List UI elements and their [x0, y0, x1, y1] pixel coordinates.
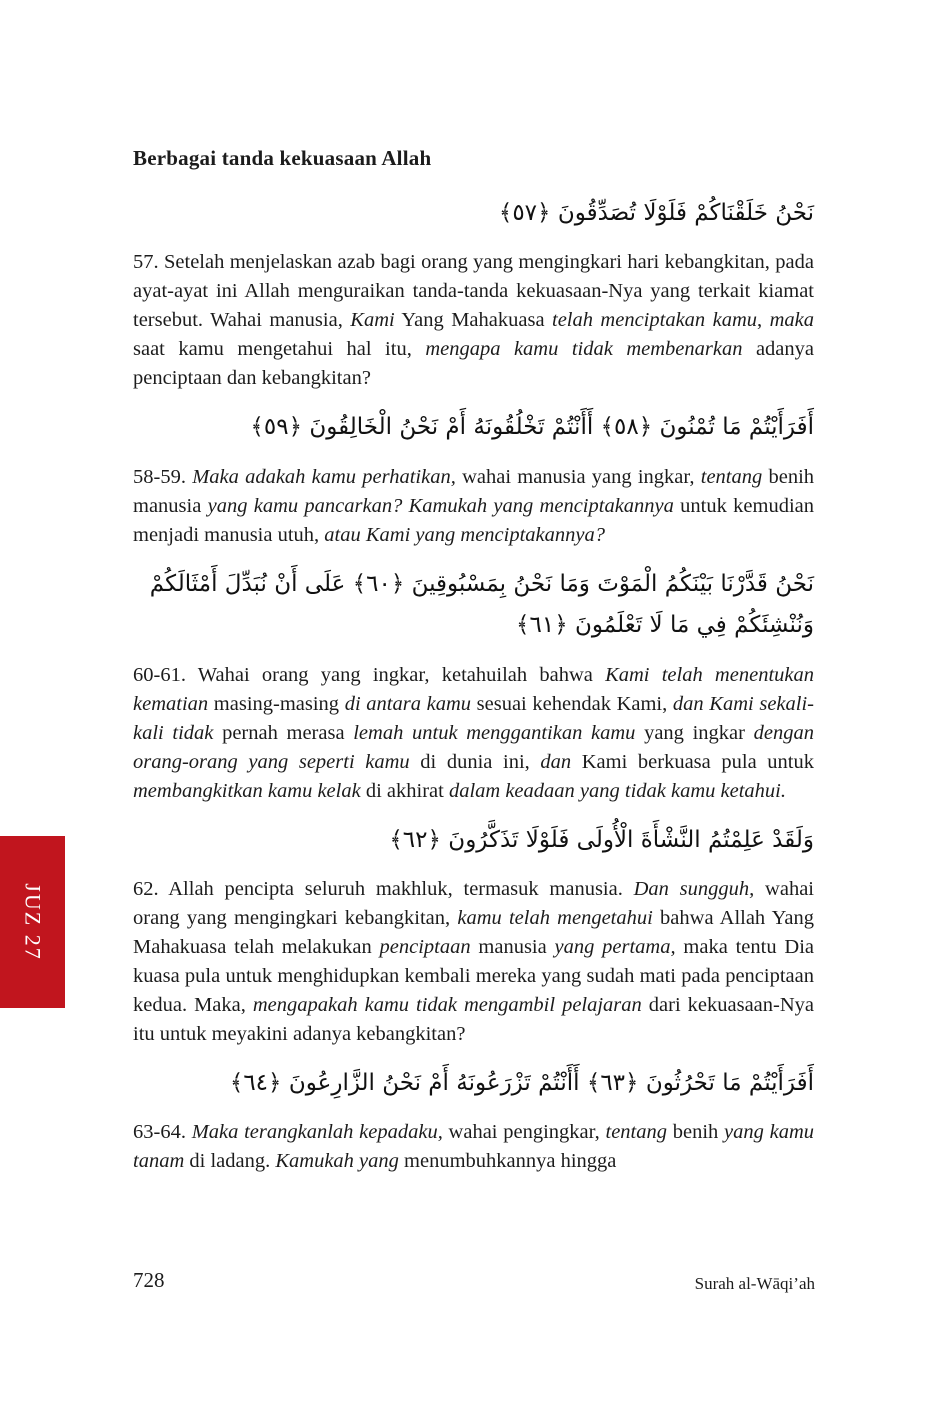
- italic-segment: mengapa kamu tidak membenarkan: [425, 338, 743, 361]
- italic-segment: lemah untuk menggantikan kamu: [353, 721, 636, 744]
- juz-tab: [0, 836, 65, 1008]
- text-segment: adanya penciptaan dan kebangkitan?: [133, 338, 815, 390]
- running-title: Surah al-Wāqi’ah: [694, 1274, 815, 1293]
- text-segment: maka tentu Dia kuasa pula untuk menghidupkan kembali mereka yang sudah mati pada penciptaan kedua. Maka,: [133, 935, 814, 1016]
- italic-segment: maka: [769, 309, 815, 332]
- arabic-verse-62: وَلَقَدْ عَلِمْتُمُ النَّشْأَةَ الْأُولَى فَلَوْلَا تَذَكَّرُونَ ﴿٦٢﴾: [389, 826, 814, 853]
- italic-segment: tentang: [605, 1121, 667, 1144]
- text-segment: di ladang.: [184, 1150, 276, 1173]
- italic-segment: dan Kami sekali-kali tidak: [133, 692, 814, 744]
- italic-segment: telah menciptakan kamu: [552, 309, 758, 332]
- text-segment: wahai orang yang mengingkari kebangkitan,: [133, 877, 814, 929]
- italic-segment: mengapakah kamu tidak mengambil pelajaran: [252, 993, 642, 1016]
- content-blocks: [133, 193, 814, 1176]
- italic-segment: tentang: [700, 465, 763, 488]
- arabic-verses-58-59: أَفَرَأَيْتُمْ مَا تُمْنُونَ ﴿٥٨﴾ أَأَنْتُمْ تَخْلُقُونَهُ أَمْ نَحْنُ الْخَالِقُونَ ﴿٥٩﴾: [250, 414, 814, 441]
- italic-segment: di antara kamu: [344, 692, 472, 715]
- commentary-57: [133, 248, 814, 393]
- italic-segment: dan: [540, 750, 572, 773]
- italic-segment: Maka adakah kamu perhatikan,: [192, 465, 456, 488]
- text-segment: wahai manusia yang ingkar,: [455, 465, 701, 488]
- text-segment: benih manusia: [133, 465, 815, 517]
- text-segment: 58-59.: [133, 465, 193, 488]
- text-segment: bahwa Allah Yang Mahakuasa telah melakukan: [133, 906, 814, 958]
- juz-tab-label: JUZ 27: [20, 883, 46, 961]
- text-segment: ,: [757, 309, 770, 332]
- text-segment: sesuai kehendak Kami,: [471, 692, 673, 715]
- commentary-58-59: [133, 463, 814, 550]
- text-segment: menumbuhkannya hingga: [398, 1150, 617, 1173]
- italic-segment: kamu telah mengetahui: [457, 906, 653, 929]
- text-segment: benih: [667, 1121, 725, 1144]
- text-segment: 60-61. Wahai orang yang ingkar, ketahuilah bahwa: [133, 663, 606, 686]
- text-segment: di akhirat: [360, 779, 449, 802]
- commentary-62: [133, 875, 814, 1049]
- italic-segment: dengan orang-orang yang seperti kamu: [133, 721, 814, 773]
- italic-segment: membangkitkan kamu kelak: [133, 779, 361, 802]
- text-segment: wahai pengingkar,: [442, 1121, 606, 1144]
- text-segment: untuk kemudian menjadi manusia utuh,: [133, 494, 814, 546]
- arabic-verses-63-64: أَفَرَأَيْتُمْ مَا تَحْرُثُونَ ﴿٦٣﴾ أَأَنْتُمْ تَزْرَعُونَهُ أَمْ نَحْنُ الزَّارِعُونَ ﴿٦٤﴾: [229, 1069, 814, 1096]
- page-content: [133, 146, 814, 1190]
- italic-segment: atau Kami yang menciptakannya?: [324, 523, 605, 546]
- page-number: 728: [133, 1268, 165, 1292]
- arabic-verse-57: نَحْنُ خَلَقْنَاكُمْ فَلَوْلَا تُصَدِّقُونَ ﴿٥٧﴾: [498, 200, 814, 226]
- italic-segment: Dan sungguh,: [633, 877, 755, 900]
- text-segment: saat kamu mengetahui hal itu,: [133, 338, 426, 361]
- italic-segment: Kami: [350, 309, 395, 332]
- commentary-63-64: [133, 1118, 814, 1176]
- commentary-60-61: [133, 661, 814, 806]
- text-segment: yang ingkar: [635, 721, 754, 744]
- text-segment: 62. Allah pencipta seluruh makhluk, termasuk manusia.: [133, 877, 634, 900]
- arabic-verses-60-61: نَحْنُ قَدَّرْنَا بَيْنَكُمُ الْمَوْتَ وَمَا نَحْنُ بِمَسْبُوقِينَ ﴿٦٠﴾ عَلَى أَنْ نُبَدِّلَ أَمْثَالَكُمْ وَنُنْشِئَكُمْ فِي مَا لَا تَعْلَمُونَ ﴿٦١﴾: [149, 570, 814, 639]
- text-segment: pernah merasa: [213, 721, 354, 744]
- italic-segment: yang kamu pancarkan? Kamukah yang menciptakannya: [207, 494, 674, 517]
- text-segment: di dunia ini,: [409, 750, 541, 773]
- italic-segment: Maka terangkanlah kepadaku,: [191, 1121, 443, 1144]
- text-segment: dari kekuasaan-Nya itu untuk meyakini adanya kebangkitan?: [133, 993, 815, 1045]
- section-heading: Berbagai tanda kekuasaan Allah: [133, 146, 432, 170]
- text-segment: 57. Setelah menjelaskan azab bagi orang yang mengingkari hari kebangkitan, pada ayat-ayat ini Allah menguraikan tanda-tanda kekuasaan-Nya yang terkait kiamat tersebut. Wahai manusia,: [133, 251, 814, 332]
- italic-segment: Kamukah yang: [275, 1150, 399, 1173]
- italic-segment: yang pertama,: [554, 935, 676, 958]
- italic-segment: yang kamu tanam: [133, 1121, 814, 1173]
- text-segment: Kami berkuasa pula untuk: [571, 750, 814, 773]
- italic-segment: dalam keadaan yang tidak kamu ketahui.: [448, 779, 786, 802]
- italic-segment: Kami telah menentukan kematian: [133, 663, 814, 715]
- text-segment: Yang Mahakuasa: [394, 309, 552, 332]
- italic-segment: penciptaan: [379, 935, 471, 958]
- text-segment: masing-masing: [208, 692, 345, 715]
- text-segment: manusia: [470, 935, 555, 958]
- text-segment: 63-64.: [133, 1121, 192, 1144]
